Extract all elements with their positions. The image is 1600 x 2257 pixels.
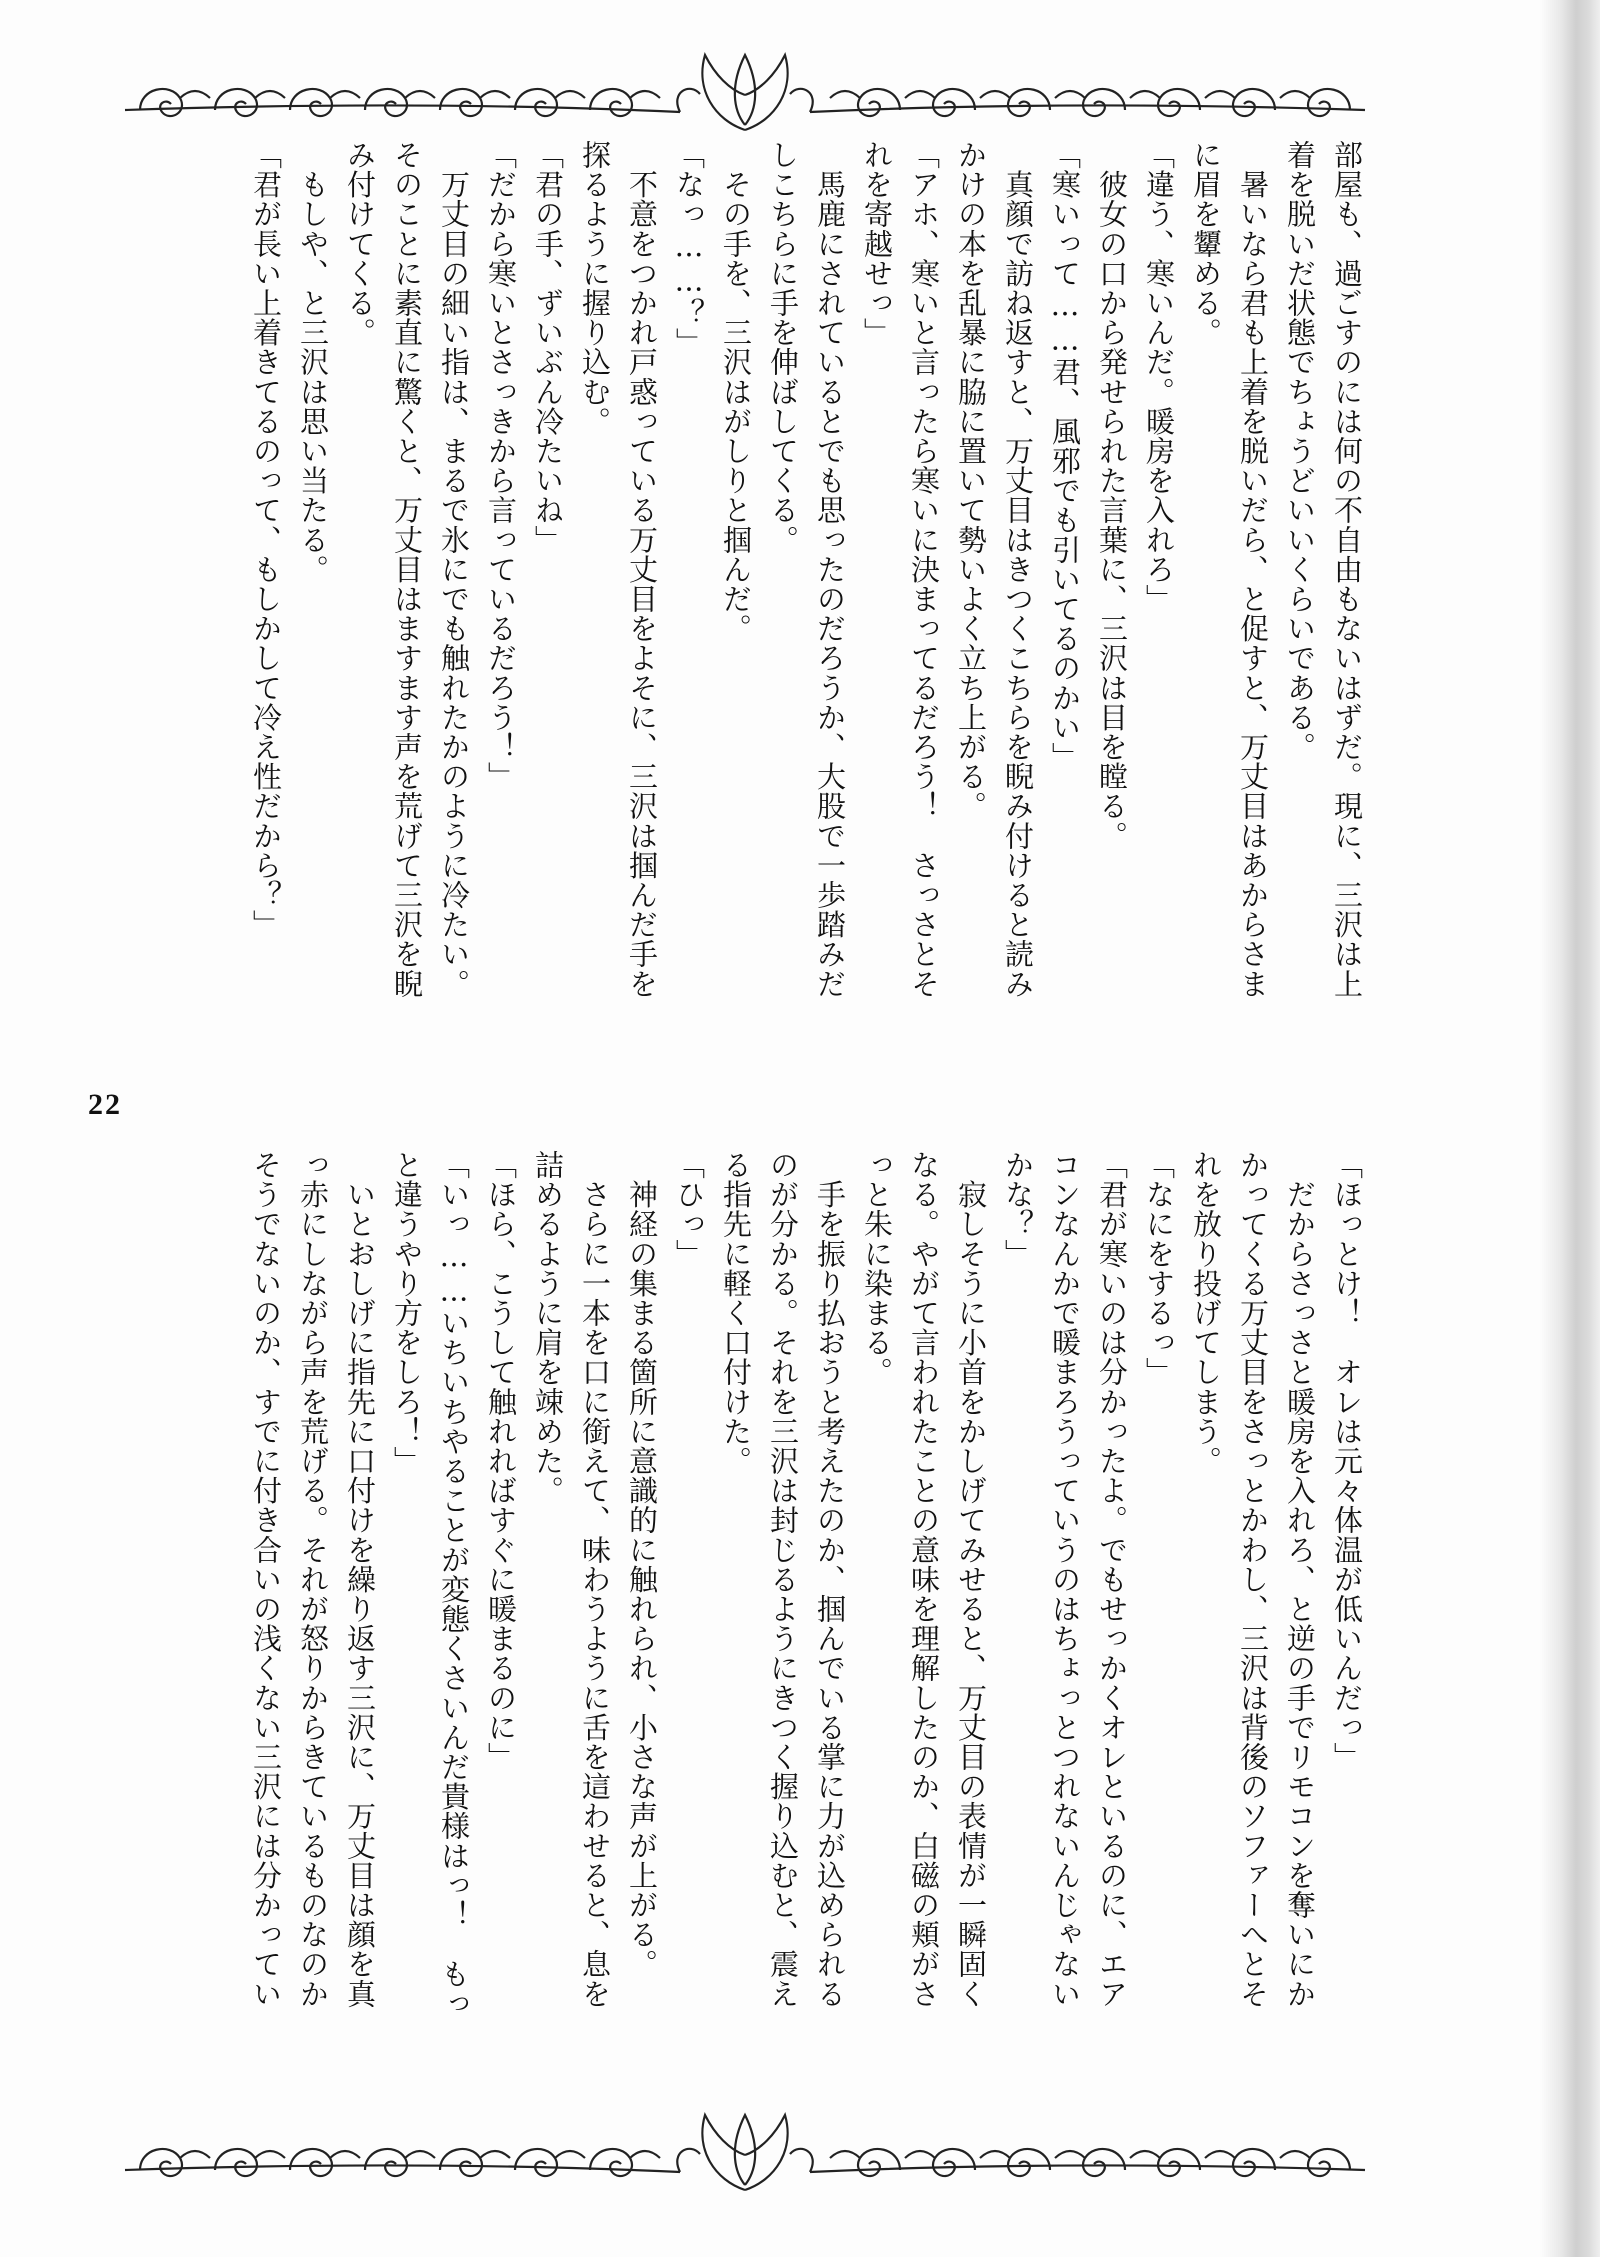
text-column: っ赤にしながら声を荒げる。それが怒りからきているものなのか (296, 1150, 330, 2009)
text-column: 「なにをするっ」 (1142, 1150, 1176, 1387)
text-column: 暑いなら君も上着を脱いだら、と促すと、万丈目はあからさま (1236, 140, 1270, 999)
text-column: に眉を顰める。 (1189, 140, 1223, 348)
text-column: れを寄越せっ」 (860, 140, 894, 348)
text-column: もしや、と三沢は思い当たる。 (296, 140, 330, 584)
text-column: れを放り投げてしまう。 (1189, 1150, 1223, 1476)
text-column: 「なっ……？」 (672, 140, 706, 358)
text-column: 「君の手、ずいぶん冷たいね」 (531, 140, 565, 555)
bottom-ornament-border (120, 2100, 1370, 2200)
text-column: 探るように握り込む。 (578, 140, 612, 436)
text-column: 馬鹿にされているとでも思ったのだろうか、大股で一歩踏みだ (813, 140, 847, 999)
text-column: かけの本を乱暴に脇に置いて勢いよく立ち上がる。 (954, 140, 988, 821)
text-column: 「君が寒いのは分かったよ。でもせっかくオレといるのに、エア (1095, 1150, 1129, 2009)
text-column: 「アホ、寒いと言ったら寒いに決まってるだろう！ さっさとそ (907, 140, 941, 999)
text-column: 「だから寒いとさっきから言っているだろう！」 (484, 140, 518, 792)
text-column: さらに一本を口に銜えて、味わうように舌を這わせると、息を (578, 1150, 612, 2009)
scroll-ornament-icon (120, 2100, 1370, 2200)
text-column: 不意をつかれ戸惑っている万丈目をよそに、三沢は掴んだ手を (625, 140, 659, 999)
text-column: る指先に軽く口付けた。 (719, 1150, 753, 1476)
text-column: コンなんかで暖まろうっていうのはちょっとつれないんじゃない (1048, 1150, 1082, 2009)
text-column: そのことに素直に驚くと、万丈目はますます声を荒げて三沢を睨 (390, 140, 424, 999)
text-column: なる。やがて言われたことの意味を理解したのか、白磁の頬がさ (907, 1150, 941, 2009)
binding-shadow (1540, 0, 1600, 2257)
text-column: 「違う、寒いんだ。暖房を入れろ」 (1142, 140, 1176, 614)
text-column: 「ほっとけ！ オレは元々体温が低いんだっ」 (1330, 1150, 1364, 1772)
text-column: 「ほら、こうして触れればすぐに暖まるのに」 (484, 1150, 518, 1772)
text-column: 手を振り払おうと考えたのか、掴んでいる掌に力が込められる (813, 1150, 847, 2009)
text-column: 万丈目の細い指は、まるで氷にでも触れたかのように冷たい。 (437, 140, 471, 999)
text-column: 「いっ……いちいちやることが変態くさいんだ貴様はっ！ もっ (437, 1150, 471, 2019)
text-column: その手を、三沢はがしりと掴んだ。 (719, 140, 753, 644)
text-column: 真顔で訪ね返すと、万丈目はきつくこちらを睨み付けると読み (1001, 140, 1035, 999)
page-number: 22 (88, 1088, 122, 1121)
text-column: 着を脱いだ状態でちょうどいいくらいである。 (1283, 140, 1317, 762)
text-column: 部屋も、過ごすのには何の不自由もないはずだ。現に、三沢は上 (1330, 140, 1364, 999)
text-column: み付けてくる。 (343, 140, 377, 348)
top-ornament-border (120, 40, 1370, 140)
text-column: 神経の集まる箇所に意識的に触れられ、小さな声が上がる。 (625, 1150, 659, 1979)
text-column: 「ひっ」 (672, 1150, 706, 1269)
text-column: だからさっさと暖房を入れろ、と逆の手でリモコンを奪いにか (1283, 1150, 1317, 2009)
scroll-ornament-icon (120, 40, 1370, 140)
text-column: 「寒いって……君、風邪でも引いてるのかい」 (1048, 140, 1082, 772)
text-column: と違うやり方をしろ！」 (390, 1150, 424, 1476)
text-column: しこちらに手を伸ばしてくる。 (766, 140, 800, 555)
text-column: 詰めるように肩を竦めた。 (531, 1150, 565, 1506)
text-column: 「君が長い上着きてるのって、もしかして冷え性だから？」 (249, 140, 283, 940)
text-column: のが分かる。それを三沢は封じるようにきつく握り込むと、震え (766, 1150, 800, 2009)
text-column: かな？」 (1001, 1150, 1035, 1269)
text-column: 彼女の口から発せられた言葉に、三沢は目を瞠る。 (1095, 140, 1129, 851)
text-column: っと朱に染まる。 (860, 1150, 894, 1387)
text-column: 寂しそうに小首をかしげてみせると、万丈目の表情が一瞬固く (954, 1150, 988, 2009)
lower-text-block (140, 1150, 1370, 2080)
text-column: かってくる万丈目をさっとかわし、三沢は背後のソファーへとそ (1236, 1150, 1270, 2009)
text-column: いとおしげに指先に口付けを繰り返す三沢に、万丈目は顔を真 (343, 1150, 377, 2009)
upper-text-block (140, 140, 1370, 1070)
text-column: そうでないのか、すでに付き合いの浅くない三沢には分かってい (249, 1150, 283, 2009)
